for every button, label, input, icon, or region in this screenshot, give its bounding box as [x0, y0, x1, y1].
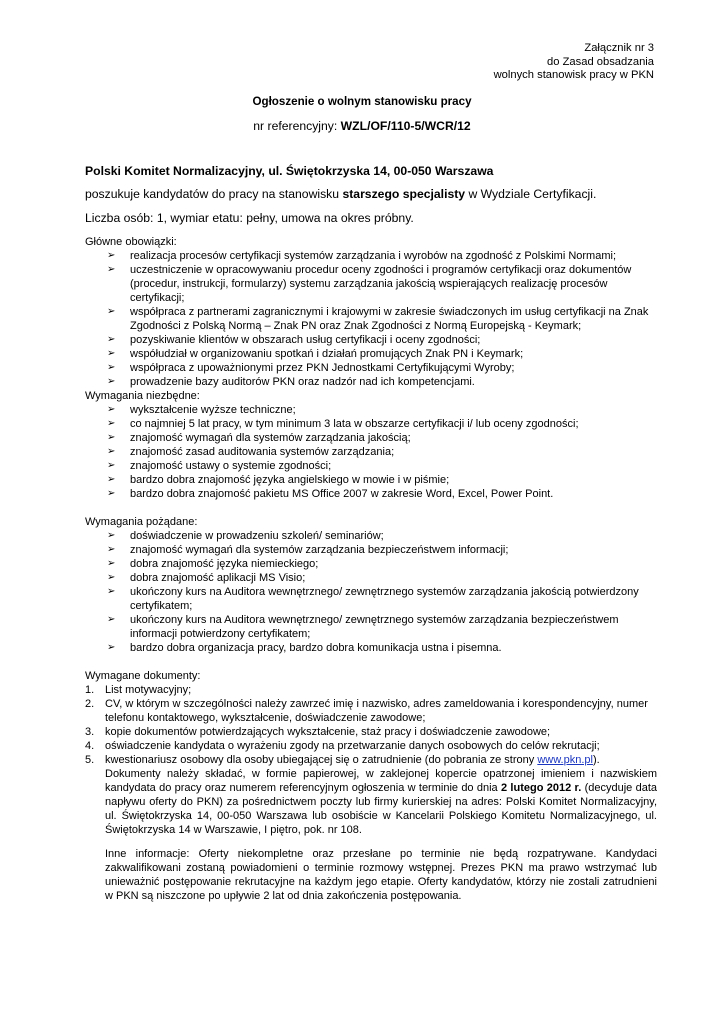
list-item-text: współpraca z upoważnionymi przez PKN Jednostkami Certyfikującymi Wyroby; [130, 362, 515, 374]
list-item-text: uczestniczenie w opracowywaniu procedur oceny zgodności i programów certyfikacji oraz dokumentów (procedur, instrukcji, formularzy) systemu zarządzania jakością wspierających realizację procesów certyfikacji; [130, 264, 632, 304]
document-item-number: 5. [85, 754, 95, 766]
list-item [85, 487, 657, 501]
submission-text-1: Dokumenty należy składać, w formie papierowej, w zaklejonej kopercie opatrzonej imieniem i nazwiskiem kandydata do pracy oraz numerem referencyjnym ogłoszenia w terminie do dnia [105, 768, 657, 794]
list-item [85, 263, 657, 305]
list-item-text: dobra znajomość aplikacji MS Visio; [130, 572, 306, 584]
arrow-bullet-icon: ➢ [107, 376, 116, 387]
document-item-number: 3. [85, 726, 95, 738]
position-sentence [85, 187, 596, 201]
list-item-text: doświadczenie w prowadzeniu szkoleń/ seminariów; [130, 530, 384, 542]
list-item [85, 333, 657, 347]
document-item-number: 4. [85, 740, 95, 752]
list-item [85, 305, 657, 333]
reference-label: nr referencyjny: [253, 119, 338, 133]
list-item [85, 403, 657, 417]
list-item-text: dobra znajomość języka niemieckiego; [130, 558, 319, 570]
list-item [85, 473, 657, 487]
list-item-text: ukończony kurs na Auditora wewnętrznego/ zewnętrznego systemów zarządzania jakością potwierdzony certyfikatem; [130, 586, 639, 612]
list-item [85, 543, 657, 557]
annex-note [494, 42, 654, 83]
submission-paragraph [85, 767, 657, 837]
list-item [85, 361, 657, 375]
arrow-bullet-icon: ➢ [107, 250, 116, 261]
headcount-info: Liczba osób: 1, wymiar etatu: pełny, umowa na okres próbny. [85, 211, 414, 225]
arrow-bullet-icon: ➢ [107, 334, 116, 345]
list-item-text: pozyskiwanie klientów w obszarach usług certyfikacji i oceny zgodności; [130, 334, 481, 346]
arrow-bullet-icon: ➢ [107, 544, 116, 555]
list-item-text: wykształcenie wyższe techniczne; [130, 404, 296, 416]
reference-code: WZL/OF/110-5/WCR/12 [340, 119, 471, 133]
list-item-text: współpraca z partnerami zagranicznymi i krajowymi w zakresie świadczonych im usług certyfikacji na Znak Zgodności z Polską Normą – Znak PN oraz Znak Zgodności z Normą Europejską - Keymark; [130, 306, 649, 332]
list-item-text: ukończony kurs na Auditora wewnętrznego/ zewnętrznego systemów zarządzania bezpieczeństwem informacji potwierdzony certyfikatem; [130, 614, 619, 640]
document-item-text-end: ). [592, 754, 600, 766]
position-suffix: w Wydziale Certyfikacji. [468, 187, 597, 201]
arrow-bullet-icon: ➢ [107, 446, 116, 457]
list-item [85, 347, 657, 361]
document-item-text: oświadczenie kandydata o wyrażeniu zgody na przetwarzanie danych osobowych do celów rekrutacji; [105, 740, 600, 752]
arrow-bullet-icon: ➢ [107, 586, 116, 597]
pkn-website-link[interactable]: www.pkn.pl [537, 754, 593, 766]
list-item-text: znajomość wymagań dla systemów zarządzania bezpieczeństwem informacji; [130, 544, 509, 556]
company-address: Polski Komitet Normalizacyjny, ul. Świętokrzyska 14, 00-050 Warszawa [85, 164, 494, 178]
documents-list [85, 683, 657, 767]
position-prefix: poszukuje kandydatów do pracy na stanowisku [85, 187, 340, 201]
arrow-bullet-icon: ➢ [107, 642, 116, 653]
desired-title: Wymagania pożądane: [85, 516, 198, 528]
list-item-text: znajomość zasad auditowania systemów zarządzania; [130, 446, 395, 458]
arrow-bullet-icon: ➢ [107, 264, 116, 275]
arrow-bullet-icon: ➢ [107, 572, 116, 583]
documents-title: Wymagane dokumenty: [85, 670, 201, 682]
list-item-text: bardzo dobra znajomość języka angielskiego w mowie i w piśmie; [130, 474, 450, 486]
list-item [85, 585, 657, 613]
reference-number [0, 119, 724, 133]
annex-line-3: wolnych stanowisk pracy w PKN [493, 69, 654, 81]
list-item [85, 459, 657, 473]
announcement-title: Ogłoszenie o wolnym stanowisku pracy [252, 95, 472, 108]
document-item [85, 725, 657, 739]
list-item [85, 557, 657, 571]
list-item-text: co najmniej 5 lat pracy, w tym minimum 3 lata w obszarze certyfikacji i/ lub oceny zgodności; [130, 418, 579, 430]
list-item [85, 375, 657, 389]
arrow-bullet-icon: ➢ [107, 404, 116, 415]
list-item-text: znajomość wymagań dla systemów zarządzania jakością; [130, 432, 411, 444]
document-item [85, 697, 657, 725]
document-item-text: kopie dokumentów potwierdzających wykształcenie, staż pracy i doświadczenie zawodowe; [105, 726, 551, 738]
submission-text-2: (decyduje data napływu oferty do PKN) za pośrednictwem poczty lub firmy kurierskiej na adres: Polski Komitet Normalizacyjny, ul. Świętokrzyska 14, 00-050 Warszawa lub osobiście w Kancelarii Polskiego Komitetu Normalizacyjnego, ul. Świętokrzyska 14 w Warszawie, I piętro, pok. nr 108. [105, 782, 658, 836]
arrow-bullet-icon: ➢ [107, 362, 116, 373]
arrow-bullet-icon: ➢ [107, 306, 116, 317]
list-item-text: realizacja procesów certyfikacji systemów zarządzania i wyrobów na zgodność z Polskimi Normami; [130, 250, 617, 262]
list-item-text: bardzo dobra znajomość pakietu MS Office 2007 w zakresie Word, Excel, Power Point. [130, 488, 554, 500]
document-item-text: CV, w którym w szczególności należy zawrzeć imię i nazwisko, adres zameldowania i korespondencyjny, numer telefonu kontaktowego, wykształcenie, doświadczenie zawodowe; [105, 698, 648, 724]
annex-line-1: Załącznik nr 3 [584, 42, 654, 54]
duties-title: Główne obowiązki: [85, 236, 177, 248]
document-item-number: 1. [85, 684, 95, 696]
annex-line-2: do Zasad obsadzania [547, 55, 654, 68]
document-item [85, 739, 657, 753]
list-item-text: współudział w organizowaniu spotkań i działań promujących Znak PN i Keymark; [130, 348, 524, 360]
duties-list [85, 249, 657, 389]
arrow-bullet-icon: ➢ [107, 348, 116, 359]
list-item [85, 249, 657, 263]
document-body [85, 235, 657, 903]
document-item-text: kwestionariusz osobowy dla osoby ubiegającej się o zatrudnienie (do pobrania ze strony [105, 754, 535, 766]
list-item-text: bardzo dobra organizacja pracy, bardzo dobra komunikacja ustna i pisemna. [130, 642, 502, 654]
arrow-bullet-icon: ➢ [107, 418, 116, 429]
list-item-text: prowadzenie bazy auditorów PKN oraz nadzór nad ich kompetencjami. [130, 376, 475, 388]
other-info-paragraph: Inne informacje: Oferty niekompletne oraz przesłane po terminie nie będą rozpatrywane. Kandydaci zakwalifikowani zostaną powiadomieni o terminie rozmowy wstępnej. Prezes PKN ma prawo wstrzymać lub unieważnić postępowanie rekrutacyjne na każdym jego etapie. Oferty kandydatów, którzy nie zostali zatrudnieni w PKN są niszczone po upływie 2 lat od dnia zakończenia postępowania. [105, 848, 657, 902]
arrow-bullet-icon: ➢ [107, 558, 116, 569]
list-item [85, 613, 657, 641]
document-item-text: List motywacyjny; [105, 684, 192, 696]
arrow-bullet-icon: ➢ [107, 488, 116, 499]
document-item-number: 2. [85, 698, 95, 710]
list-item [85, 571, 657, 585]
arrow-bullet-icon: ➢ [107, 432, 116, 443]
arrow-bullet-icon: ➢ [107, 460, 116, 471]
list-item [85, 417, 657, 431]
list-item [85, 529, 657, 543]
required-list [85, 403, 657, 501]
submission-deadline: 2 lutego 2012 r. [501, 782, 582, 794]
list-item [85, 445, 657, 459]
list-item-text: znajomość ustawy o systemie zgodności; [130, 460, 332, 472]
list-item [85, 431, 657, 445]
desired-list [85, 529, 657, 655]
arrow-bullet-icon: ➢ [107, 474, 116, 485]
required-title: Wymagania niezbędne: [85, 390, 200, 402]
arrow-bullet-icon: ➢ [107, 530, 116, 541]
list-item [85, 641, 657, 655]
document-item [85, 683, 657, 697]
arrow-bullet-icon: ➢ [107, 614, 116, 625]
document-item [85, 753, 657, 767]
position-title: starszego specjalisty [342, 187, 466, 201]
